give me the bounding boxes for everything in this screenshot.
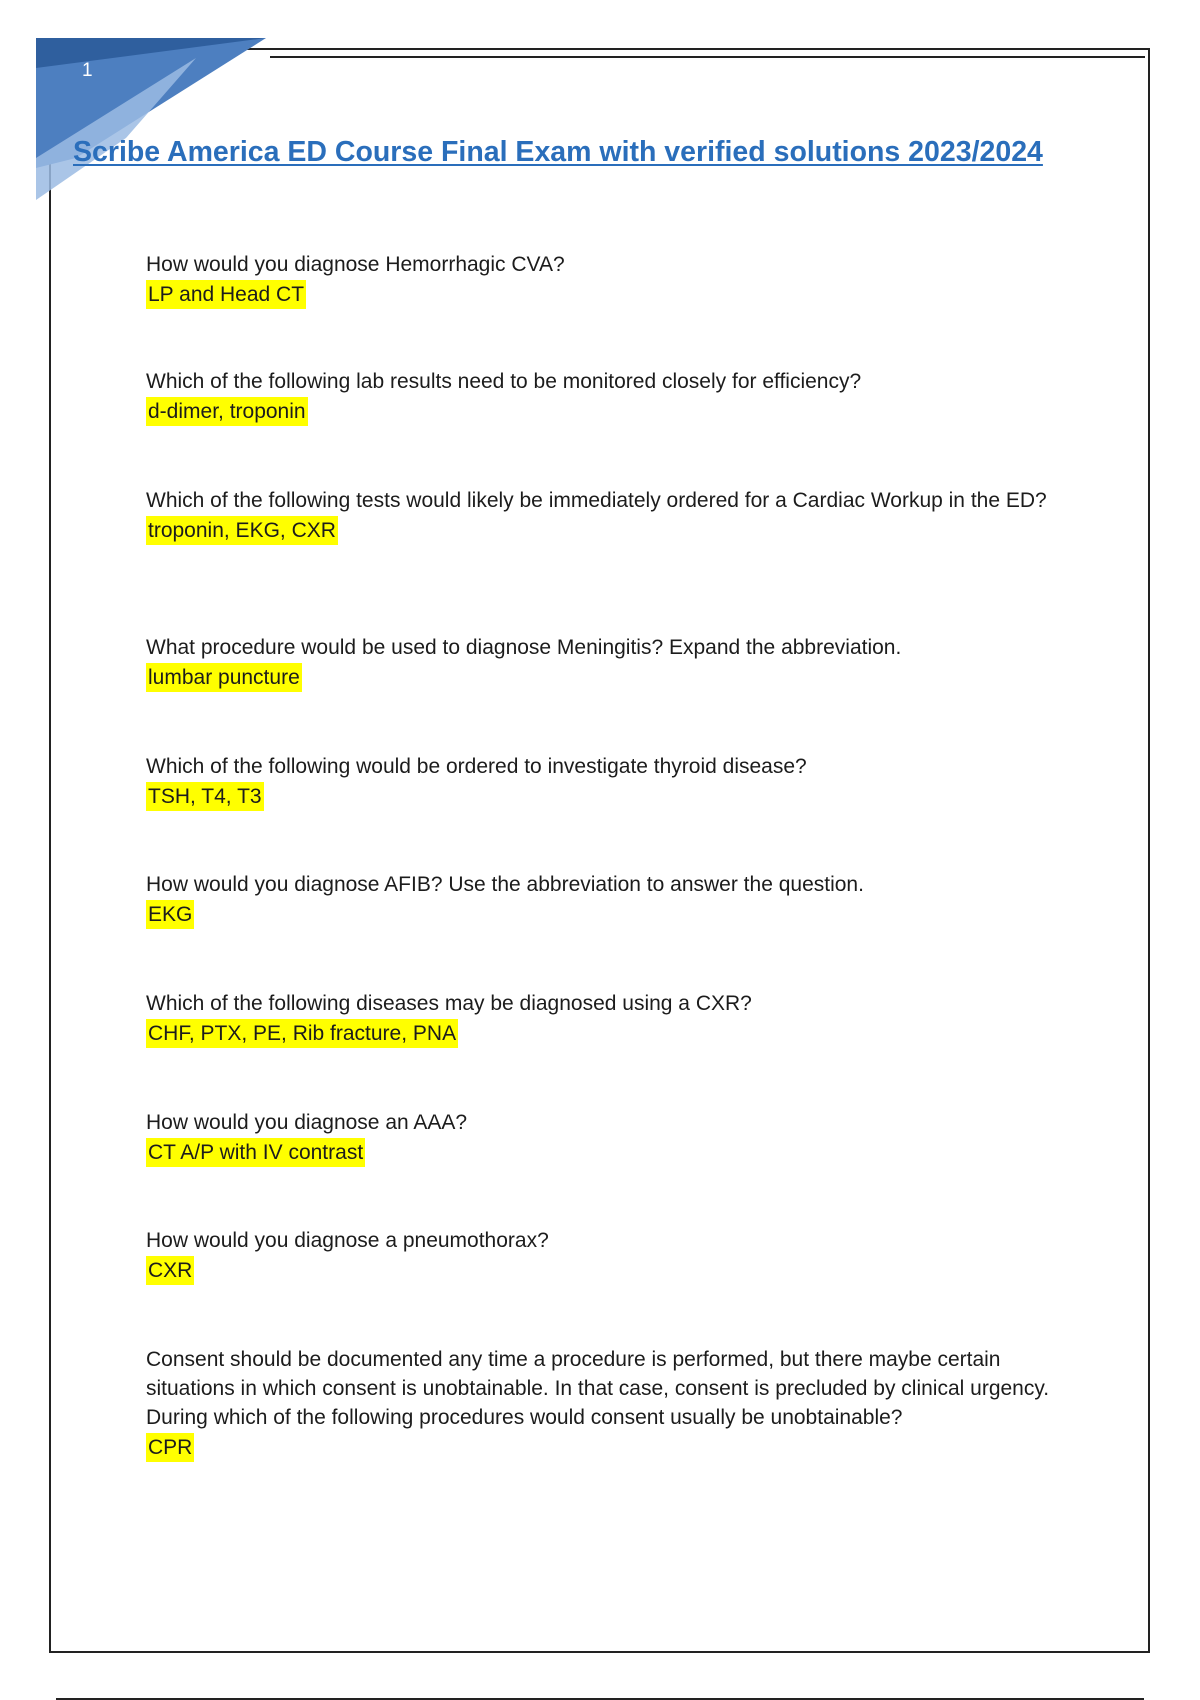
question: What procedure would be used to diagnose Meningitis? Expand the abbreviation. bbox=[146, 636, 902, 659]
question: Which of the following tests would likely be immediately ordered for a Cardiac Workup in the ED? bbox=[146, 489, 1047, 512]
page-number: 1 bbox=[82, 60, 93, 81]
answer: CPR bbox=[146, 1433, 194, 1462]
question: Which of the following diseases may be diagnosed using a CXR? bbox=[146, 992, 752, 1015]
corner-decoration bbox=[36, 38, 276, 208]
qa-item bbox=[146, 486, 1076, 545]
question: Consent should be documented any time a procedure is performed, but there maybe certain situations in which consent is unobtainable. In that case, consent is precluded by clinical urgency. During which of the following procedures would consent usually be unobtainable? bbox=[146, 1348, 1050, 1429]
question: How would you diagnose Hemorrhagic CVA? bbox=[146, 253, 565, 276]
qa-item bbox=[146, 1108, 1076, 1167]
qa-item bbox=[146, 1345, 1076, 1462]
answer: TSH, T4, T3 bbox=[146, 782, 264, 811]
answer: CXR bbox=[146, 1256, 194, 1285]
answer: d-dimer, troponin bbox=[146, 397, 308, 426]
question: How would you diagnose AFIB? Use the abbreviation to answer the question. bbox=[146, 873, 864, 896]
qa-item bbox=[146, 250, 1076, 309]
qa-item bbox=[146, 367, 1076, 426]
answer: EKG bbox=[146, 900, 194, 929]
question: How would you diagnose an AAA? bbox=[146, 1111, 468, 1134]
answer: CT A/P with IV contrast bbox=[146, 1138, 365, 1167]
question: Which of the following lab results need to be monitored closely for efficiency? bbox=[146, 370, 862, 393]
answer: lumbar puncture bbox=[146, 663, 302, 692]
answer: CHF, PTX, PE, Rib fracture, PNA bbox=[146, 1019, 458, 1048]
qa-item bbox=[146, 870, 1076, 929]
qa-item bbox=[146, 1226, 1076, 1285]
header-rule bbox=[270, 56, 1145, 58]
answer: LP and Head CT bbox=[146, 280, 306, 309]
qa-item bbox=[146, 989, 1076, 1048]
qa-item bbox=[146, 633, 1076, 692]
question: Which of the following would be ordered to investigate thyroid disease? bbox=[146, 755, 807, 778]
qa-item bbox=[146, 752, 1076, 811]
question: How would you diagnose a pneumothorax? bbox=[146, 1229, 549, 1252]
answer: troponin, EKG, CXR bbox=[146, 516, 338, 545]
document-title: Scribe America ED Course Final Exam with verified solutions 2023/2024 bbox=[73, 136, 1043, 168]
